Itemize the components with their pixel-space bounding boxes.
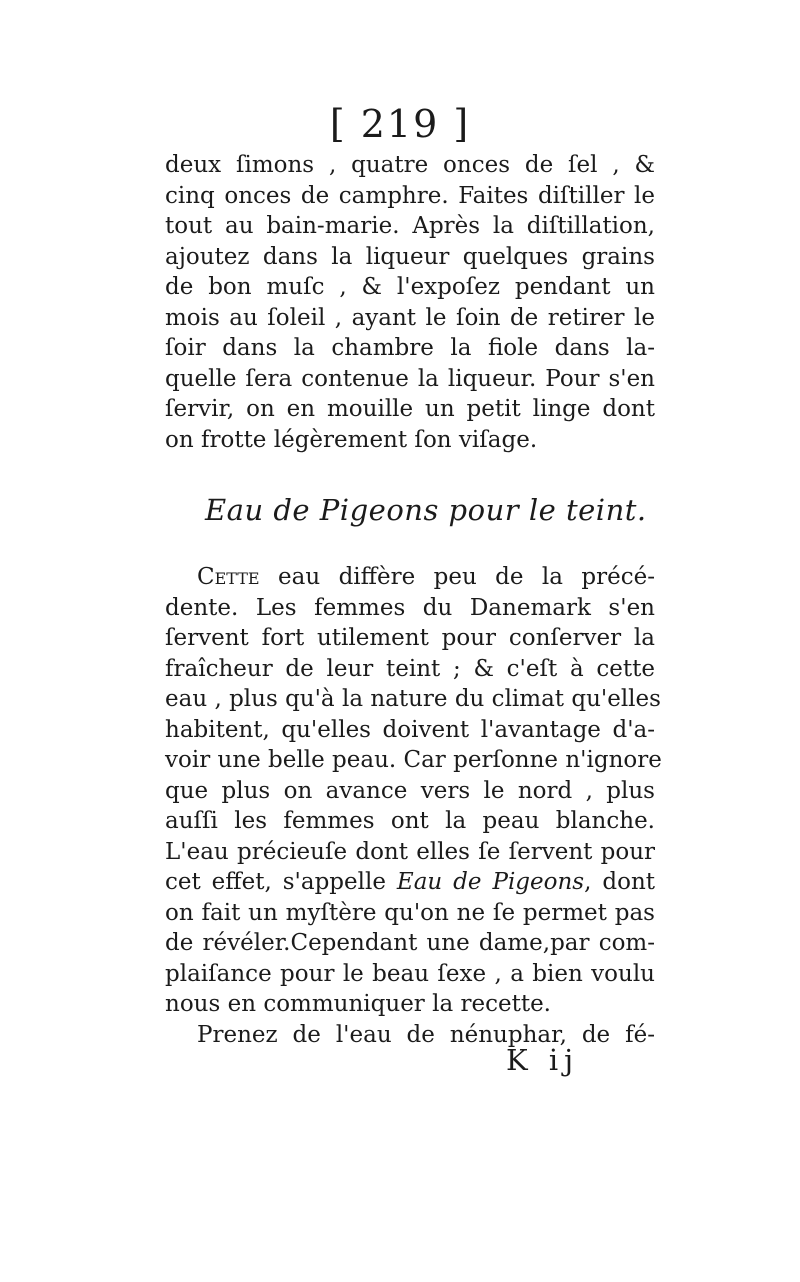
paragraph-recipe-continuation [165, 150, 655, 455]
text-line: plaiſance pour le beau ſexe , a bien voulu [165, 960, 655, 987]
first-word-small-caps: Cette [197, 564, 260, 590]
text-line: mois au ſoleil , ayant le ſoin de retirer le [165, 304, 655, 331]
first-line-rest: eau diffère peu de la précé- [259, 564, 655, 590]
text-line-with-italic [165, 867, 655, 898]
text-line: ajoutez dans la liqueur quelques grains [165, 243, 655, 270]
text-line: ſervent fort utilement pour conſerver la [165, 625, 655, 651]
text-line: on frotte légèrement ſon viſage. [165, 426, 538, 453]
text-line: de bon muſc , & l'expoſez pendant un [165, 274, 655, 300]
text-line: habitent, qu'elles doivent l'avantage d'a- [165, 716, 655, 743]
text-line-next-paragraph: Prenez de l'eau de nénuphar, de fé- [197, 1021, 655, 1048]
paragraph-eau-de-pigeons [165, 562, 662, 1050]
text-line: que plus on avance vers le nord , plus [165, 777, 655, 804]
text-line: deux ſimons , quatre onces de ſel , & [165, 152, 655, 178]
italic-title-eau-de-pigeons: Eau de Pigeons [396, 869, 585, 895]
text-line: L'eau précieuſe dont elles ſe ſervent pour [165, 838, 655, 865]
text-line: fraîcheur de leur teint ; & c'eſt à cette [165, 655, 655, 682]
text-line: on fait un myſtère qu'on ne ſe permet pas [165, 899, 655, 926]
text-line: cinq onces de camphre. Faites diſtiller le [165, 182, 655, 209]
text-line: voir une belle peau. Car perſonne n'ignore [165, 747, 662, 773]
text-line: de révéler.Cependant une dame,par com- [165, 930, 655, 956]
text-line: auſſi les femmes ont la peau blanche. [165, 808, 655, 834]
line-before-italic: cet effet, s'appelle [165, 869, 397, 895]
text-line-first [165, 562, 655, 593]
text-line: eau , plus qu'à la nature du climat qu'elles [165, 686, 661, 712]
text-line: ſoir dans la chambre la fiole dans la- [165, 335, 655, 361]
page-number: [ 219 ] [329, 102, 471, 146]
text-line: quelle ſera contenue la liqueur. Pour s'en [165, 365, 655, 392]
text-line: tout au bain-marie. Après la diſtillation, [165, 213, 655, 239]
text-line: nous en communiquer la recette. [165, 991, 551, 1017]
text-line: dente. Les femmes du Danemark s'en [165, 594, 655, 621]
line-after-italic: , dont [584, 869, 655, 895]
text-line: ſervir, on en mouille un petit linge dont [165, 396, 655, 422]
section-heading: Eau de Pigeons pour le teint. [205, 493, 647, 527]
catchword-signature: K ij [506, 1043, 580, 1077]
